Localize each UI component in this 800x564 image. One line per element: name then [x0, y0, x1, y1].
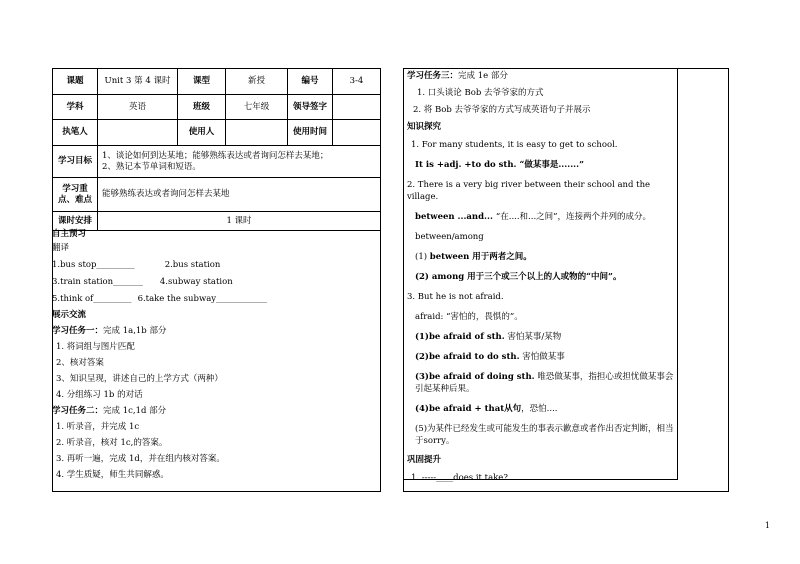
value-subject: 英语	[98, 95, 178, 120]
exercise-1: 1. -----____does it take?	[411, 473, 508, 483]
task1-item-3: 3、知识呈现，讲述自己的上学方式（两种）	[56, 374, 223, 384]
task3-label: 学习任务三：	[407, 71, 459, 81]
vocab-row-3	[52, 293, 325, 305]
afraid-2-text: 害怕做某事	[519, 352, 565, 362]
task3-text: 完成 1e 部分	[458, 71, 508, 81]
point-2-pattern-text: “在....和...之间”，连接两个并列的成分。	[495, 212, 652, 222]
task1-item-1: 1. 将词组与图片匹配	[56, 342, 135, 352]
task2-label: 学习任务二：	[52, 406, 104, 416]
value-use-time	[333, 120, 381, 146]
label-leader-sign: 领导签字	[288, 95, 333, 120]
label-number: 编号	[288, 69, 333, 95]
task1-label: 学习任务一：	[52, 326, 104, 336]
task2-item-4: 4. 学生质疑，师生共同解惑。	[56, 470, 169, 480]
label-author: 执笔人	[53, 120, 98, 146]
point-1: 1. For many students, it is easy to get to school.	[411, 140, 618, 150]
heading-knowledge: 知识探究	[407, 122, 442, 132]
right-content	[407, 70, 679, 484]
task1-item-2: 2、核对答案	[56, 358, 104, 368]
value-title: Unit 3 第 4 课时	[98, 69, 178, 95]
afraid-4-text: ，恐怕....	[521, 404, 558, 414]
afraid-1-bold: (1)be afraid of sth.	[415, 332, 505, 342]
translate-label: 翻译	[52, 243, 70, 253]
left-content	[52, 228, 325, 481]
task1-text: 完成 1a,1b 部分	[103, 326, 167, 336]
value-grade: 七年级	[226, 95, 288, 120]
task3-heading	[407, 70, 679, 82]
between-rule	[407, 251, 679, 263]
goal-1: 1、谈论如何到达某地；能够熟练表达或者询问怎样去某地；	[102, 150, 329, 161]
label-use-time: 使用时间	[288, 120, 333, 146]
among-rule: (2) among 用于三个或三个以上的人或物的“中间”。	[415, 272, 622, 282]
between-among: between/among	[415, 232, 484, 242]
vocab-6: 6.take the subway____________	[137, 294, 268, 304]
vocab-4: 4.subway station	[159, 277, 233, 287]
point-2: 2. There is a very big river between their school and the village.	[407, 180, 651, 202]
label-user: 使用人	[178, 120, 226, 146]
label-goals: 学习目标	[53, 146, 98, 178]
vocab-5: 5.think of_________	[52, 294, 132, 304]
label-subject: 学科	[53, 95, 98, 120]
afraid-3-text: 唯恐做某事，指担心或担忧做某事会引起某种后果。	[415, 372, 674, 394]
vocab-3: 3.train station_______	[52, 277, 143, 287]
task2-item-1: 1. 听录音，并完成 1c	[56, 422, 140, 432]
task2-item-2: 2. 听录音，核对 1c,的答案。	[56, 438, 168, 448]
vocab-row-2	[52, 276, 325, 288]
task1-item-4: 4. 分组练习 1b 的对话	[56, 390, 143, 400]
afraid-5: (5)为某件已经发生或可能发生的事表示歉意或者作出否定判断，相当于sorry。	[415, 424, 674, 446]
label-keypoints: 学习重点、难点	[53, 178, 98, 212]
between-rule-num: (1)	[415, 252, 430, 262]
value-author	[98, 120, 178, 146]
value-leader-sign	[333, 95, 381, 120]
afraid-4	[407, 403, 679, 415]
value-keypoints: 能够熟练表达或者询问怎样去某地	[98, 178, 381, 212]
afraid-1	[407, 331, 679, 343]
between-rule-text: between 用于两者之间。	[429, 252, 532, 262]
heading-consolidate: 巩固提升	[407, 455, 442, 465]
task2-text: 完成 1c,1d 部分	[103, 406, 167, 416]
goal-2: 2、熟记本节单词和短语。	[102, 161, 201, 172]
value-goals	[98, 146, 381, 178]
afraid-4-bold: (4)be afraid + that从句	[415, 404, 522, 414]
heading-preview: 自主预习	[52, 229, 87, 239]
task2-heading	[52, 405, 325, 417]
task1-heading	[52, 325, 325, 337]
value-type: 新授	[226, 69, 288, 95]
task3-item-1: 1. 口头谈论 Bob 去爷爷家的方式	[417, 88, 544, 98]
vocab-row-1	[52, 259, 325, 271]
task3-item-2: 2. 将 Bob 去爷爷家的方式写成英语句子并展示	[413, 105, 591, 115]
label-type: 课型	[178, 69, 226, 95]
task2-item-3: 3. 再听一遍，完成 1d，并在组内核对答案。	[56, 454, 225, 464]
vocab-2: 2.bus station	[164, 260, 221, 270]
value-number: 3-4	[333, 69, 381, 95]
value-schedule: 1 课时	[98, 212, 381, 231]
page-number: 1	[764, 521, 770, 530]
vocab-1: 1.bus stop_________	[52, 260, 135, 270]
value-user	[226, 120, 288, 146]
afraid-1-text: 害怕某事/某物	[504, 332, 562, 342]
afraid-2-bold: (2)be afraid to do sth.	[415, 352, 520, 362]
afraid-def: afraid: “害怕的，畏惧的”。	[415, 312, 523, 322]
afraid-3-bold: (3)be afraid of doing sth.	[415, 372, 535, 382]
label-grade: 班级	[178, 95, 226, 120]
label-title: 课题	[53, 69, 98, 95]
point-2-pattern	[407, 211, 679, 223]
afraid-2	[407, 351, 679, 363]
point-1-pattern: It is +adj. +to do sth. “做某事是.......”	[415, 160, 584, 170]
point-2-pattern-bold: between ...and...	[415, 212, 496, 222]
point-3: 3. But he is not afraid.	[407, 292, 504, 302]
heading-show: 展示交流	[52, 310, 87, 320]
afraid-3	[407, 371, 679, 395]
label-schedule: 课时安排	[53, 212, 98, 231]
